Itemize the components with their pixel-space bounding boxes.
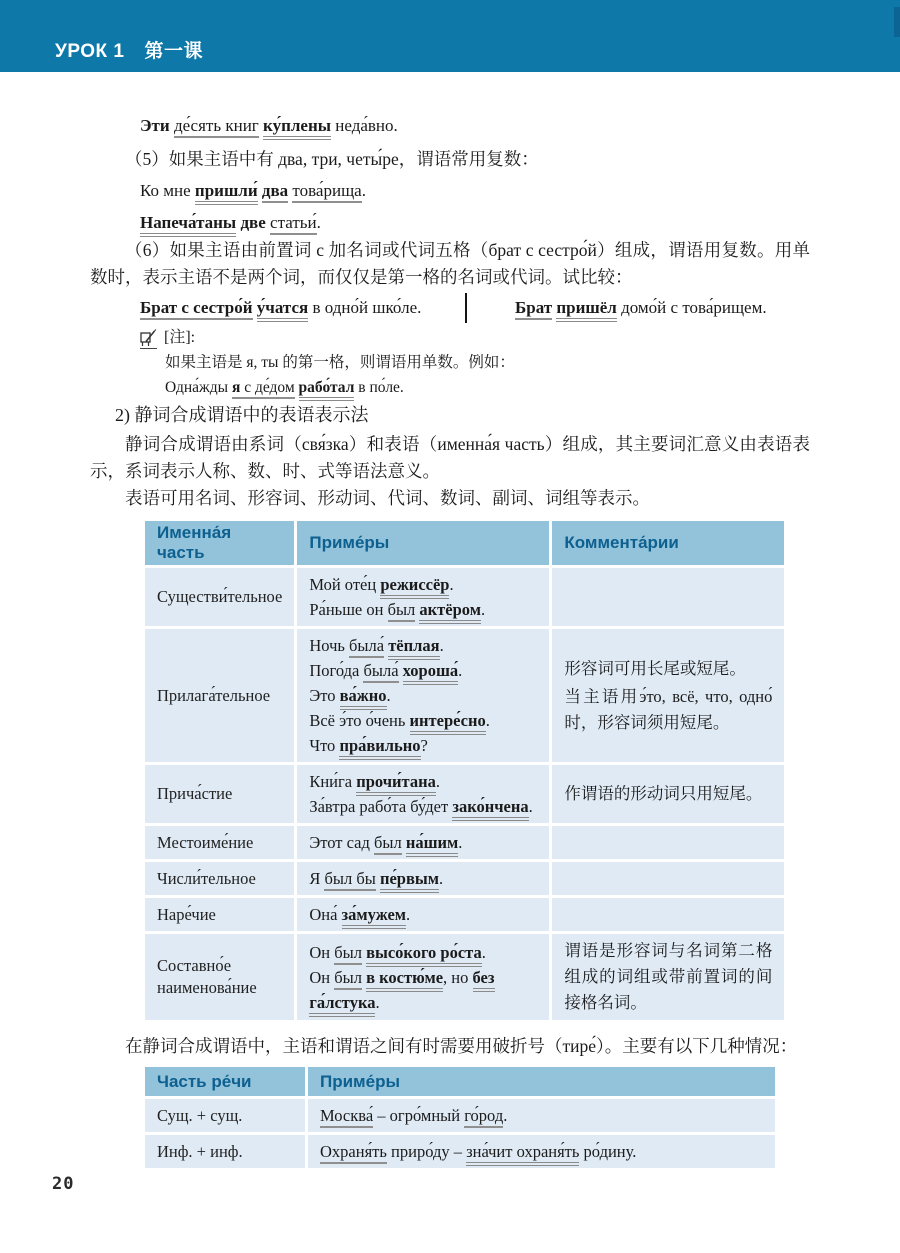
term-cell: Сущ. + сущ. — [145, 1099, 305, 1132]
lesson-title — [55, 36, 203, 63]
term-cell: Существи́тельное — [145, 568, 294, 626]
table-row — [145, 629, 784, 762]
column-header-imennaya-chast: Именна́я часть — [145, 521, 294, 565]
comparison-row — [90, 293, 810, 323]
examples-cell — [297, 765, 549, 823]
table-row — [145, 1099, 775, 1132]
example-line: Всё э́то о́чень интере́сно. — [309, 708, 537, 733]
example-sentence: Ко мне пришли́ два това́рища. — [90, 179, 810, 203]
page-edge-tab — [894, 7, 900, 37]
note-heading — [90, 327, 810, 349]
table-row — [145, 826, 784, 859]
term-cell: Составно́е наименова́ние — [145, 934, 294, 1020]
table-header-row — [145, 1067, 775, 1096]
comment-line: 形容词可用长尾或短尾。 — [564, 658, 746, 678]
column-header-chast-rechi: Часть ре́чи — [145, 1067, 305, 1096]
comparison-divider — [465, 293, 467, 323]
example-line: Это ва́жно. — [309, 683, 537, 708]
example-line: Охраня́ть приро́ду – зна́чит охраня́ть ро́дину. — [320, 1139, 763, 1164]
note-example-sentence: Одна́жды я с де́дом рабо́тал в по́ле. — [90, 376, 810, 399]
example-line: Она́ за́мужем. — [309, 902, 537, 927]
example-sentence: Эти де́сять книг ку́плены неда́вно. — [90, 114, 810, 138]
examples-cell — [297, 862, 549, 895]
examples-cell — [297, 898, 549, 931]
example-line: Этот сад был на́шим. — [309, 830, 537, 855]
example-sentence: Напеча́таны две статьи́. — [90, 211, 810, 235]
comment-cell — [552, 826, 784, 859]
examples-cell — [297, 568, 549, 626]
comment-cell — [552, 629, 784, 762]
term-cell: Инф. + инф. — [145, 1135, 305, 1168]
examples-cell — [308, 1135, 775, 1168]
example-line: Ра́ньше он был актёром. — [309, 597, 537, 622]
column-header-primery: Приме́ры — [297, 521, 549, 565]
note-icon — [140, 329, 157, 349]
example-line: Кни́га прочи́тана. — [309, 769, 537, 794]
note-chinese-text: 如果主语是 я, ты 的第一格，则谓语用单数。例如： — [165, 354, 515, 371]
comment-cell: 作谓语的形动词只用短尾。 — [552, 765, 784, 823]
column-header-kommentarii: Коммента́рии — [552, 521, 784, 565]
table-row — [145, 862, 784, 895]
column-header-primery: Приме́ры — [308, 1067, 775, 1096]
comment-cell — [552, 898, 784, 931]
page-number: 20 — [52, 1174, 75, 1194]
example-line: За́втра рабо́та бу́дет зако́нчена. — [309, 794, 537, 819]
rule-5-text: （5）如果主语中有 два, три, четы́ре，谓语常用复数： — [125, 149, 539, 169]
comparison-left-sentence: Брат с сестро́й у́чатся в одно́й шко́ле. — [140, 298, 465, 318]
lesson-header-bar — [0, 0, 900, 72]
term-cell: Прича́стие — [145, 765, 294, 823]
term-cell: Местоиме́ние — [145, 826, 294, 859]
predicative-table — [142, 518, 787, 1023]
lesson-title-chinese: 第一课 — [144, 41, 203, 62]
rule-6-text: （6）如果主语由前置词 с 加名词或代词五格（брат с сестро́й）组成，谓语用复数。用单数时，表示主语不是两个词，而仅仅是第一格的名词或代词。试比较： — [90, 240, 810, 287]
examples-cell — [308, 1099, 775, 1132]
table-row — [145, 568, 784, 626]
term-cell: Прилага́тельное — [145, 629, 294, 762]
comment-line: 当主语用э́то, всё, что, одно́时，形容词须用短尾。 — [564, 686, 773, 732]
dash-table — [142, 1064, 778, 1171]
table-row — [145, 934, 784, 1020]
comment-cell — [552, 862, 784, 895]
example-line: Что пра́вильно? — [309, 733, 537, 758]
example-line: Москва́ – огро́мный го́род. — [320, 1103, 763, 1128]
table-row — [145, 765, 784, 823]
lesson-number: УРОК 1 — [55, 41, 125, 62]
comment-cell: 谓语是形容词与名词第二格组成的词组或带前置词的间接格名词。 — [552, 934, 784, 1020]
paragraph-svyazka: 静词合成谓语由系词（свя́зка）和表语（именна́я часть）组成，其主要词汇意义由表语表示，系词表示人称、数、时、式等语法意义。 — [90, 434, 810, 481]
note-label-text: [注]: — [164, 329, 196, 346]
table-header-row — [145, 521, 784, 565]
paragraph-biaoyu: 表语可用名词、形容词、形动词、代词、数词、副词、词组等表示。 — [125, 488, 650, 508]
term-cell: Числи́тельное — [145, 862, 294, 895]
example-line: Я был бы пе́рвым. — [309, 866, 537, 891]
example-line: Пого́да была́ хороша́. — [309, 658, 537, 683]
example-line: Он был высо́кого ро́ста. — [309, 940, 537, 965]
table-row — [145, 1135, 775, 1168]
example-line: Ночь была́ тёплая. — [309, 633, 537, 658]
examples-cell — [297, 934, 549, 1020]
section-heading-2: 2) 静词合成谓语中的表语表示法 — [115, 405, 369, 425]
example-line: Мой оте́ц режиссёр. — [309, 572, 537, 597]
examples-cell — [297, 629, 549, 762]
comparison-right-sentence: Брат пришёл домо́й с това́рищем. — [515, 298, 767, 318]
term-cell: Наре́чие — [145, 898, 294, 931]
paragraph-tire: 在静词合成谓语中，主语和谓语之间有时需要用破折号（тире́）。主要有以下几种情况： — [125, 1036, 798, 1056]
table-row — [145, 898, 784, 931]
comment-cell — [552, 568, 784, 626]
page-content — [90, 72, 810, 1171]
examples-cell — [297, 826, 549, 859]
example-line: Он был в костю́ме, но без га́лстука. — [309, 965, 537, 1015]
